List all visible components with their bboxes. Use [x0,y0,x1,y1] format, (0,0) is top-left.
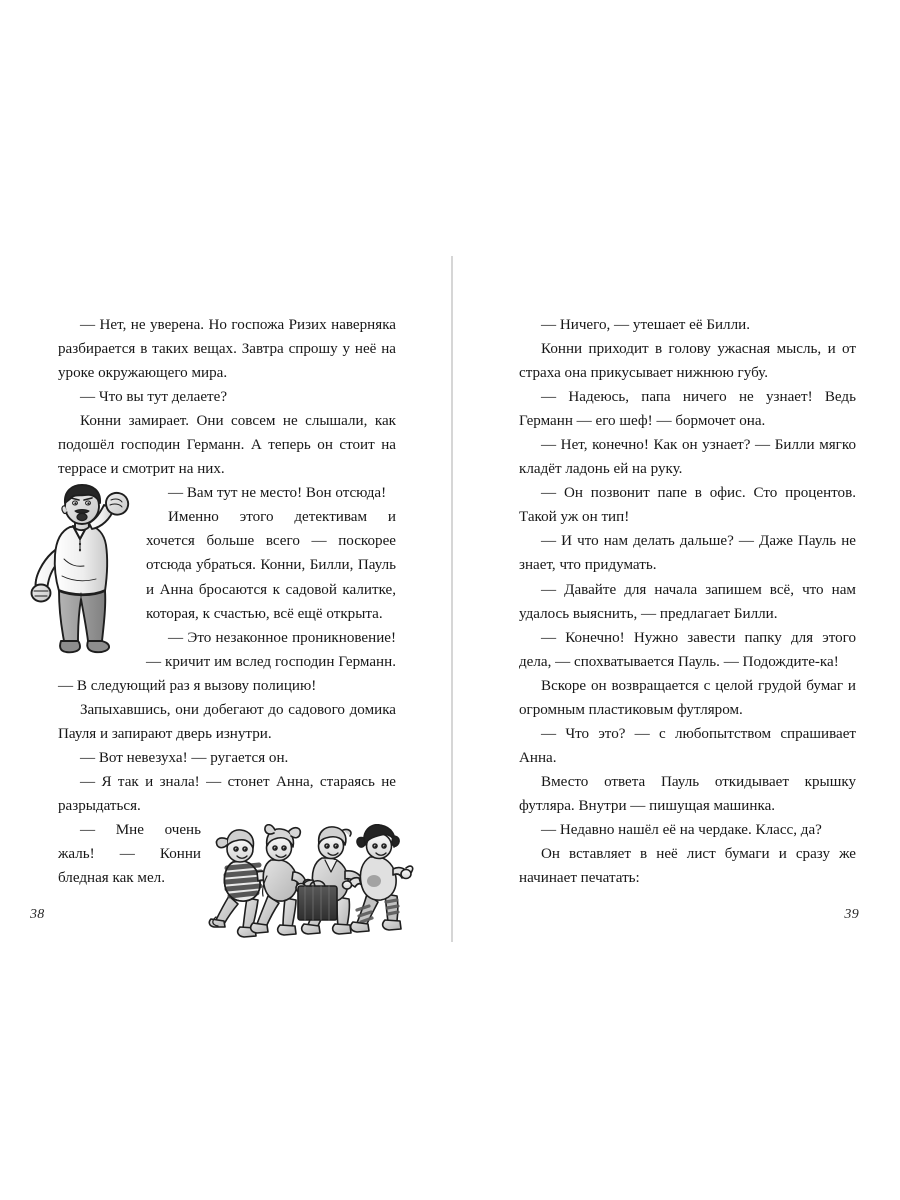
paragraph: — Нет, конечно! Как он узнает? — Билли мягко кладёт ладонь ей на руку. [519,437,856,478]
paragraph: — Я так и знала! — стонет Анна, стараясь не разрыдаться. [58,773,396,814]
paragraph: Запыхавшись, они добегают до садового домика Пауля и запирают дверь изнутри. [58,701,396,742]
paragraph: Он вставляет в неё лист бумаги и сразу же начинает печатать: [519,846,856,887]
paragraph: Конни приходит в голову ужасная мысль, и от страха она прикусывает нижнюю губу. [519,341,856,382]
paragraph: Именно этого детективам и хочется больше всего — поскорее отсюда убраться. Конни, Билли, Пауль и Анна бросаются к садовой калитке, которая, к счастью, всё ещё открыта. [146,509,396,622]
paragraph: Конни замирает. Они совсем не слышали, как подошёл господин Германн. А теперь он стоит на террасе и смотрит на них. [58,413,396,478]
paragraph: — Конечно! Нужно завести папку для этого дела, — спохватывается Пауль. — Подождите-ка! [519,629,856,670]
paragraph: — Нет, не уверена. Но госпожа Ризих наверняка разбирается в таких вещах. Завтра спрошу у неё на уроке окружающего мира. [58,317,396,382]
paragraph: Вскоре он возвращается с целой грудой бумаг и огромным пластиковым футляром. [519,677,856,718]
angry-man-illustration [26,481,138,655]
paragraph: — Это незаконное проникновение! — кричит им вслед господин Германн. — В следующий раз я вызову полицию! [58,629,396,694]
paragraph: — Мне очень жаль! — Конни бледная как мел. [58,821,201,887]
page-number-right: 39 [844,907,859,922]
paragraph: — Он позвонит папе в офис. Сто процентов. Такой уж он тип! [519,485,856,526]
paragraph: — Надеюсь, папа ничего не узнает! Ведь Германн — его шеф! — бормочет она. [519,389,856,430]
paragraph: — Вам тут не место! Вон отсюда! [168,485,387,502]
paragraph: — И что нам делать дальше? — Даже Пауль не знает, что придумать. [519,533,856,574]
paragraph: — Что вы тут делаете? [80,389,228,406]
paragraph: — Недавно нашёл её на чердаке. Класс, да? [541,821,822,838]
paragraph: — Давайте для начала запишем всё, что нам удалось выяснить, — предлагает Билли. [519,581,856,622]
paragraph: — Ничего, — утешает её Билли. [541,317,750,333]
right-page [451,0,900,1200]
page-number-left: 38 [30,907,45,922]
left-page-text-column [58,313,396,942]
running-children-illustration [207,824,414,942]
paragraph: Вместо ответа Пауль откидывает крышку футляра. Внутри — пишущая машинка. [519,773,856,814]
paragraph: — Что это? — с любопытством спрашивает Анна. [519,725,856,766]
right-page-text-column [519,313,856,890]
paragraph: — Вот невезуха! — ругается он. [80,749,289,766]
